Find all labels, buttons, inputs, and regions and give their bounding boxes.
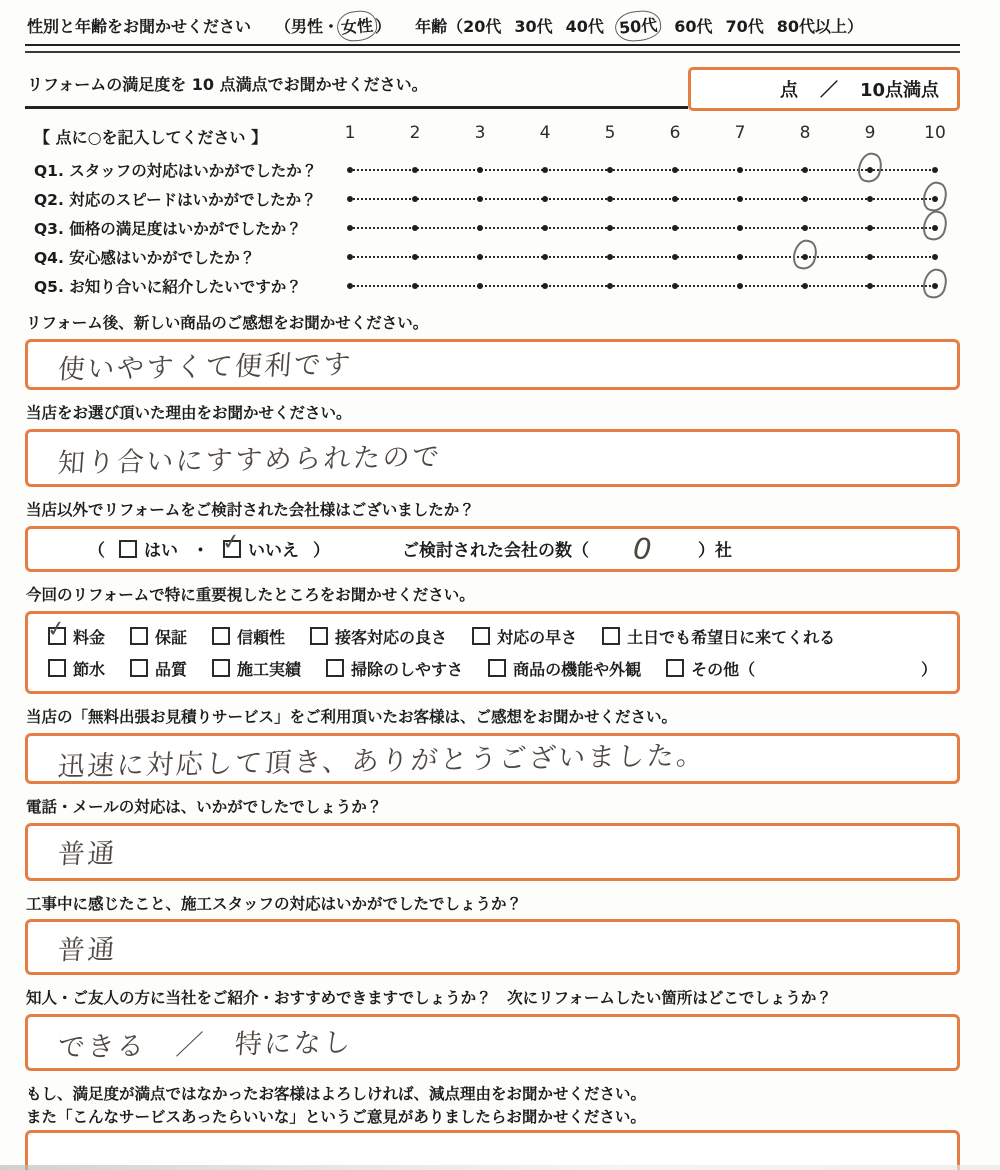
score-dot[interactable]	[607, 254, 613, 260]
rating-question-label: Q5. お知り合いに紹介したいですか？	[34, 277, 302, 296]
age-options	[463, 17, 847, 36]
close-paren: ）	[313, 541, 330, 562]
score-dot[interactable]	[477, 196, 483, 202]
rating-scale-line	[350, 213, 935, 242]
section-label: 電話・メールの対応は、いかがでしたでしょうか？	[26, 797, 383, 816]
score-dot[interactable]	[737, 254, 743, 260]
company-count-suffix: ）社	[697, 541, 732, 562]
importance-option-item	[48, 625, 105, 648]
gender-options	[275, 17, 391, 36]
rating-scale-numbers	[344, 122, 946, 152]
importance-option-label: 信頼性	[237, 627, 286, 647]
gender-options-prefix: （男性・	[275, 17, 340, 36]
section-label: また「こんなサービスあったらいいな」というご意見がありましたらお聞かせください。	[26, 1108, 646, 1127]
importance-option-label: 節水	[73, 659, 106, 679]
section-phone-mail	[25, 797, 960, 881]
importance-option-item	[130, 657, 187, 680]
no-checkbox[interactable]	[223, 540, 241, 558]
section-reason-chosen	[25, 403, 960, 487]
answer-box-recommend-next[interactable]	[25, 1014, 960, 1071]
score-dot[interactable]	[672, 196, 678, 202]
rating-instruction: 【 点に○を記入してください 】	[34, 128, 268, 147]
importance-option-checkbox[interactable]	[602, 627, 620, 645]
score-dot[interactable]	[347, 254, 353, 260]
importance-option-label: 品質	[155, 659, 188, 679]
importance-option-item	[326, 657, 463, 680]
importance-option-label: 土日でも希望日に来てくれる	[627, 627, 836, 647]
importance-option-item	[472, 625, 577, 648]
score-dot[interactable]	[542, 167, 548, 173]
rating-scale-line	[350, 242, 935, 271]
score-dot[interactable]	[737, 167, 743, 173]
importance-option-item	[130, 625, 187, 648]
rating-rows	[25, 155, 960, 300]
handwritten-score-circle	[790, 237, 820, 272]
importance-option-checkbox[interactable]	[130, 627, 148, 645]
importance-option-checkbox[interactable]	[666, 659, 684, 677]
handwritten-score-circle	[855, 150, 885, 185]
answer-box-product-impression[interactable]	[25, 339, 960, 390]
companies-row	[46, 532, 939, 566]
score-input-box[interactable]	[688, 67, 960, 111]
scale-number: 8	[799, 123, 811, 143]
answer-box-estimate-service[interactable]	[25, 733, 960, 784]
section-label: 当店をお選び頂いた理由をお聞かせください。	[26, 403, 352, 422]
score-dot[interactable]	[867, 225, 873, 231]
importance-option-label: 商品の機能や外観	[513, 659, 642, 679]
importance-row	[48, 625, 937, 648]
score-dot[interactable]	[347, 196, 353, 202]
age-option: 40代	[565, 17, 604, 36]
importance-option-item	[602, 625, 835, 648]
rating-question-row	[25, 184, 960, 213]
score-slash: ／	[819, 80, 838, 101]
rating-question-label: Q1. スタッフの対応はいかがでしたか？	[34, 161, 318, 180]
gender-age-row	[25, 8, 960, 44]
importance-option-checkbox[interactable]	[310, 627, 328, 645]
scale-number: 7	[734, 123, 746, 143]
score-dot[interactable]	[932, 254, 938, 260]
gender-age-question: 性別と年齢をお聞かせください	[27, 17, 252, 36]
importance-option-checkbox[interactable]	[48, 627, 66, 645]
answer-box-priorities[interactable]	[25, 611, 960, 694]
scale-number: 9	[864, 123, 876, 143]
rating-scale-line	[350, 271, 935, 300]
score-dot[interactable]	[737, 196, 743, 202]
no-item	[223, 536, 299, 561]
score-dot[interactable]	[412, 196, 418, 202]
rating-question-label: Q4. 安心感はいかがでしたか？	[34, 248, 256, 267]
score-dot[interactable]	[542, 254, 548, 260]
importance-option-item	[488, 657, 641, 680]
score-dot[interactable]	[412, 225, 418, 231]
score-dot[interactable]	[347, 283, 353, 289]
company-count-label: ご検討された会社の数（	[402, 541, 589, 562]
score-dot[interactable]	[672, 254, 678, 260]
rating-question-row	[25, 242, 960, 271]
scale-number: 5	[604, 123, 616, 143]
satisfaction-row	[25, 67, 960, 109]
score-dot[interactable]	[802, 225, 808, 231]
rating-section	[25, 122, 960, 300]
section-label: リフォーム後、新しい商品のご感想をお聞かせください。	[26, 314, 429, 332]
importance-option-item	[212, 657, 301, 680]
answer-box-construction-staff[interactable]	[25, 919, 960, 975]
importance-option-item	[48, 657, 105, 680]
score-dot[interactable]	[542, 225, 548, 231]
gender-options-suffix: ）	[375, 17, 392, 36]
score-dot[interactable]	[412, 283, 418, 289]
importance-options	[46, 617, 939, 688]
handwritten-score-circle	[920, 179, 950, 214]
importance-option-label: 料金	[73, 627, 106, 647]
rating-scale-line	[350, 184, 935, 213]
importance-option-checkbox[interactable]	[212, 627, 230, 645]
importance-option-checkbox[interactable]	[130, 659, 148, 677]
yes-checkbox[interactable]	[119, 540, 137, 558]
scale-number: 3	[474, 123, 486, 143]
handwritten-answer: 普通	[56, 934, 118, 967]
other-close-paren: ）	[920, 659, 937, 679]
section-construction-staff	[25, 894, 960, 976]
answer-box-phone-mail[interactable]	[25, 823, 960, 881]
importance-option-item	[666, 657, 937, 680]
importance-option-checkbox[interactable]	[326, 659, 344, 677]
handwritten-company-count: 0	[628, 530, 659, 567]
score-dot[interactable]	[347, 167, 353, 173]
handwritten-answer: 知り合いにすすめられたので	[56, 441, 443, 480]
scale-number: 6	[669, 123, 681, 143]
importance-option-checkbox[interactable]	[212, 659, 230, 677]
rating-question-row	[25, 213, 960, 242]
age-options-suffix: ）	[847, 17, 864, 36]
age-option: 20代	[463, 17, 502, 36]
age-options-prefix: 年齢（	[415, 17, 464, 36]
importance-option-label: 掃除のしやすさ	[351, 659, 464, 679]
score-dot[interactable]	[347, 225, 353, 231]
score-dot[interactable]	[607, 196, 613, 202]
section-other-companies	[25, 500, 960, 572]
score-dot[interactable]	[607, 283, 613, 289]
handwritten-answer: できる ／ 特になし	[56, 1027, 354, 1064]
section-label: 知人・ご友人の方に当社をご紹介・おすすめできますでしょうか？ 次にリフォームしたい箇所はどこでしょうか？	[26, 989, 832, 1008]
score-dot[interactable]	[477, 283, 483, 289]
age-options-group	[415, 17, 863, 36]
score-dot[interactable]	[607, 225, 613, 231]
header-divider	[25, 44, 960, 53]
score-dot[interactable]	[802, 196, 808, 202]
score-dot[interactable]	[802, 167, 808, 173]
score-unit-label: 点	[779, 80, 798, 101]
score-dot[interactable]	[932, 167, 938, 173]
section-estimate-service	[25, 707, 960, 784]
score-dot[interactable]	[672, 167, 678, 173]
score-dot[interactable]	[477, 225, 483, 231]
rating-question-label: Q2. 対応のスピードはいかがでしたか？	[34, 190, 317, 209]
score-dot[interactable]	[477, 167, 483, 173]
importance-option-checkbox[interactable]	[488, 659, 506, 677]
score-dot[interactable]	[477, 254, 483, 260]
score-dot[interactable]	[867, 254, 873, 260]
section-label: 当店の「無料出張お見積りサービス」をご利用頂いたお客様は、ご感想をお聞かせください。	[26, 707, 678, 726]
score-dot[interactable]	[412, 167, 418, 173]
score-max-label: 10点満点	[859, 80, 939, 101]
rating-question-label: Q3. 価格の満足度はいかがでしたか？	[34, 219, 302, 238]
scale-number: 1	[344, 123, 356, 143]
importance-row	[48, 657, 937, 680]
section-product-impression	[25, 313, 960, 390]
age-option: 60代	[674, 17, 713, 36]
open-paren: （	[88, 541, 105, 562]
section-recommend-next	[25, 988, 960, 1071]
score-dot[interactable]	[542, 283, 548, 289]
handwritten-score-circle	[920, 208, 950, 243]
answer-box-reason-chosen[interactable]	[25, 429, 960, 487]
importance-option-checkbox[interactable]	[48, 659, 66, 677]
score-dot[interactable]	[412, 254, 418, 260]
score-dot[interactable]	[867, 196, 873, 202]
separator-dot: ・	[192, 541, 209, 562]
section-label: 今回のリフォームで特に重要視したところをお聞かせください。	[26, 585, 475, 604]
importance-option-label: 施工実績	[237, 659, 302, 679]
score-dot[interactable]	[737, 225, 743, 231]
importance-option-checkbox[interactable]	[472, 627, 490, 645]
age-option: 80代以上	[776, 17, 848, 36]
section-label: 工事中に感じたこと、施工スタッフの対応はいかがでしたでしょうか？	[26, 894, 523, 913]
score-dot[interactable]	[542, 196, 548, 202]
rating-scale-line	[350, 155, 935, 184]
rating-header-row	[25, 122, 960, 152]
age-option: 70代	[725, 17, 764, 36]
age-option: 30代	[514, 17, 553, 36]
importance-option-item	[212, 625, 285, 648]
score-dot[interactable]	[672, 283, 678, 289]
section-label: もし、満足度が満点ではなかったお客様はよろしければ、減点理由をお聞かせください。	[26, 1085, 647, 1104]
score-dot[interactable]	[867, 283, 873, 289]
score-dot[interactable]	[607, 167, 613, 173]
handwritten-answer: 迅速に対応して頂き、ありがとうございました。	[56, 739, 707, 783]
scale-number: 4	[539, 123, 551, 143]
scale-number: 10	[924, 123, 946, 143]
section-deduction-reason	[25, 1084, 960, 1170]
importance-option-label: 対応の早さ	[497, 627, 578, 647]
score-dot[interactable]	[672, 225, 678, 231]
score-dot[interactable]	[802, 283, 808, 289]
rating-question-row	[25, 271, 960, 300]
scale-number: 2	[409, 123, 421, 143]
survey-sections	[25, 313, 960, 1170]
section-priorities	[25, 585, 960, 694]
handwritten-score-circle	[920, 266, 950, 301]
yes-item	[119, 536, 178, 561]
age-option-selected-circle: 50代	[614, 9, 663, 43]
importance-option-label: 保証	[155, 627, 188, 647]
section-label: 当店以外でリフォームをご検討された会社様はございましたか？	[26, 500, 475, 519]
yes-label: はい	[144, 541, 178, 562]
gender-selected-circle: 女性	[336, 9, 378, 42]
importance-option-label: 接客対応の良さ	[335, 627, 448, 647]
answer-box-other-companies[interactable]	[25, 526, 960, 572]
score-dot[interactable]	[737, 283, 743, 289]
no-label: いいえ	[248, 541, 299, 562]
importance-option-label: その他（	[691, 659, 756, 679]
handwritten-answer: 使いやすくて便利です	[56, 349, 354, 386]
answer-box-deduction-reason[interactable]	[25, 1130, 960, 1170]
importance-option-item	[310, 625, 447, 648]
satisfaction-question: リフォームの満足度を 10 点満点でお聞かせください。	[25, 72, 688, 109]
rating-question-row	[25, 155, 960, 184]
handwritten-answer: 普通	[56, 838, 118, 871]
